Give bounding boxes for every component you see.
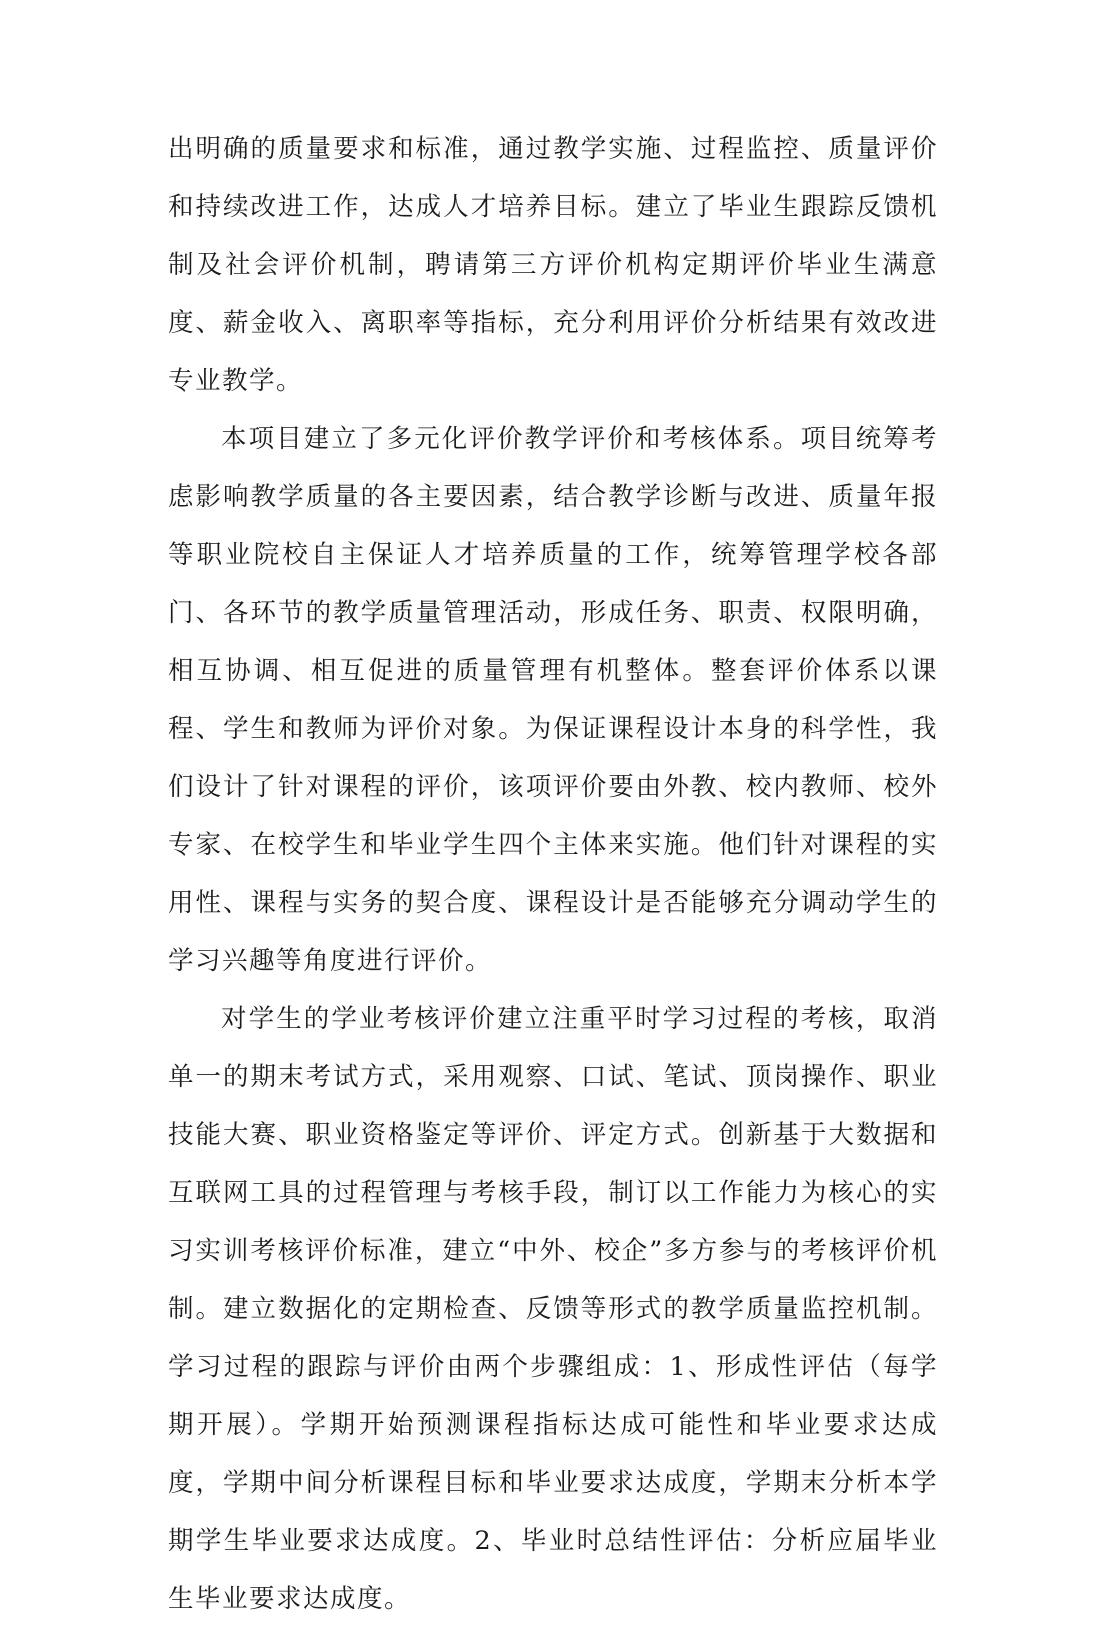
paragraph-3: 对学生的学业考核评价建立注重平时学习过程的考核，取消单一的期末考试方式，采用观察、口试、笔试、顶岗操作、职业技能大赛、职业资格鉴定等评价、评定方式。创新基于大数据和互联网工具的过程管理与考核手段，制订以工作能力为核心的实习实训考核评价标准，建立“中外、校企”多方参与的考核评价机制。建立数据化的定期检查、反馈等形式的教学质量监控机制。学习过程的跟踪与评价由两个步骤组成：1、形成性评估（每学期开展）。学期开始预测课程指标达成可能性和毕业要求达成度，学期中间分析课程目标和毕业要求达成度，学期末分析本学期学生毕业要求达成度。2、毕业时总结性评估：分析应届毕业生毕业要求达成度。	[168, 1004, 938, 1614]
paragraph-2: 本项目建立了多元化评价教学评价和考核体系。项目统筹考虑影响教学质量的各主要因素，结合教学诊断与改进、质量年报等职业院校自主保证人才培养质量的工作，统筹管理学校各部门、各环节的教学质量管理活动，形成任务、职责、权限明确，相互协调、相互促进的质量管理有机整体。整套评价体系以课程、学生和教师为评价对象。为保证课程设计本身的科学性，我们设计了针对课程的评价，该项评价要由外教、校内教师、校外专家、在校学生和毕业学生四个主体来实施。他们针对课程的实用性、课程与实务的契合度、课程设计是否能够充分调动学生的学习兴趣等角度进行评价。	[168, 424, 938, 976]
document-body	[168, 120, 938, 1628]
paragraph-1: 出明确的质量要求和标准，通过教学实施、过程监控、质量评价和持续改进工作，达成人才培养目标。建立了毕业生跟踪反馈机制及社会评价机制，聘请第三方评价机构定期评价毕业生满意度、薪金收入、离职率等指标，充分利用评价分析结果有效改进专业教学。	[168, 134, 938, 396]
